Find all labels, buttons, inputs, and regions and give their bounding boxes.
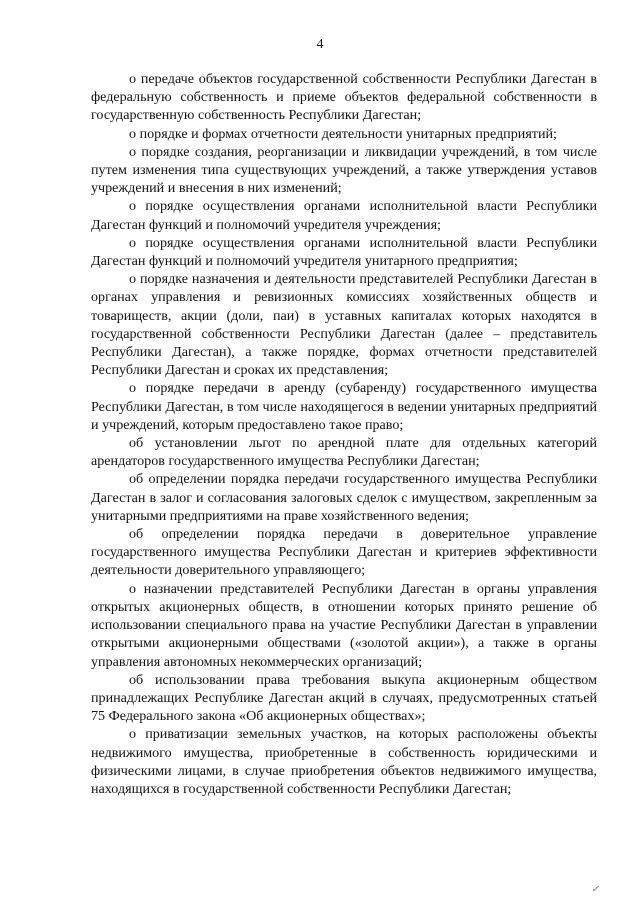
handwritten-mark: ✓ [591, 884, 600, 895]
paragraph: об использовании права требования выкупа акционерным обществом принадлежащих Республике Дагестан акций в случаях, предусмотренных статьей 75 Федерального закона «Об акционерных обществах»; [91, 671, 597, 725]
paragraph: о порядке передачи в аренду (субаренду) государственного имущества Республики Дагестан, в том числе находящегося в ведении унитарных предприятий и учреждений, которым предоставлено такое право; [91, 380, 597, 433]
paragraph: о порядке создания, реорганизации и ликвидации учреждений, в том числе путем изменения типа существующих учреждений, а также утверждения уставов учреждений и внесения в них изменений; [91, 143, 597, 197]
paragraph: о передаче объектов государственной собственности Республики Дагестан в федеральную собственность и приеме объектов федеральной собственности в государственную собственность Республики Дагестан; [91, 71, 597, 124]
paragraph: о порядке назначения и деятельности представителей Республики Дагестан в органах управления и ревизионных комиссиях хозяйственных обществ и товариществ, акции (доли, паи) в уставных капиталах которых находятся в государственной собственности Республики Дагестан (далее – представитель Республики Дагестан), а также порядке, формах отчетности представителей Республики Дагестан и сроках их представления; [91, 271, 597, 379]
paragraph: об определении порядка передачи в доверительное управление государственного имущества Республики Дагестан и критериев эффективности деятельности доверительного управляющего; [91, 526, 597, 579]
paragraph: о приватизации земельных участков, на которых расположены объекты недвижимого имущества, приобретенные в собственность юридическими и физическими лицами, в случае приобретения объектов недвижимого имущества, находящихся в государственной собственности Республики Дагестан; [91, 726, 597, 797]
paragraph: о назначении представителей Республики Дагестан в органы управления открытых акционерных обществ, в отношении которых принято решение об использовании специального права на участие Республики Дагестан в управлении открытыми акционерными обществами («золотой акции»), а также в органы управления автономных некоммерческих организаций; [91, 580, 597, 670]
paragraph: о порядке и формах отчетности деятельности унитарных предприятий; [129, 125, 557, 142]
paragraph: об установлении льгот по арендной плате для отдельных категорий арендаторов государственного имущества Республики Дагестан; [91, 435, 597, 470]
paragraph: о порядке осуществления органами исполнительной власти Республики Дагестан функций и полномочий учредителя учреждения; [91, 198, 597, 233]
document-body [91, 70, 597, 798]
paragraph: о порядке осуществления органами исполнительной власти Республики Дагестан функций и полномочий учредителя унитарного предприятия; [91, 234, 597, 270]
page-number: 4 [316, 37, 324, 52]
paragraph: об определении порядка передачи государственного имущества Республики Дагестан в залог и согласования залоговых сделок с имуществом, закрепленным за унитарными предприятиями на праве хозяйственного ведения; [91, 471, 597, 524]
